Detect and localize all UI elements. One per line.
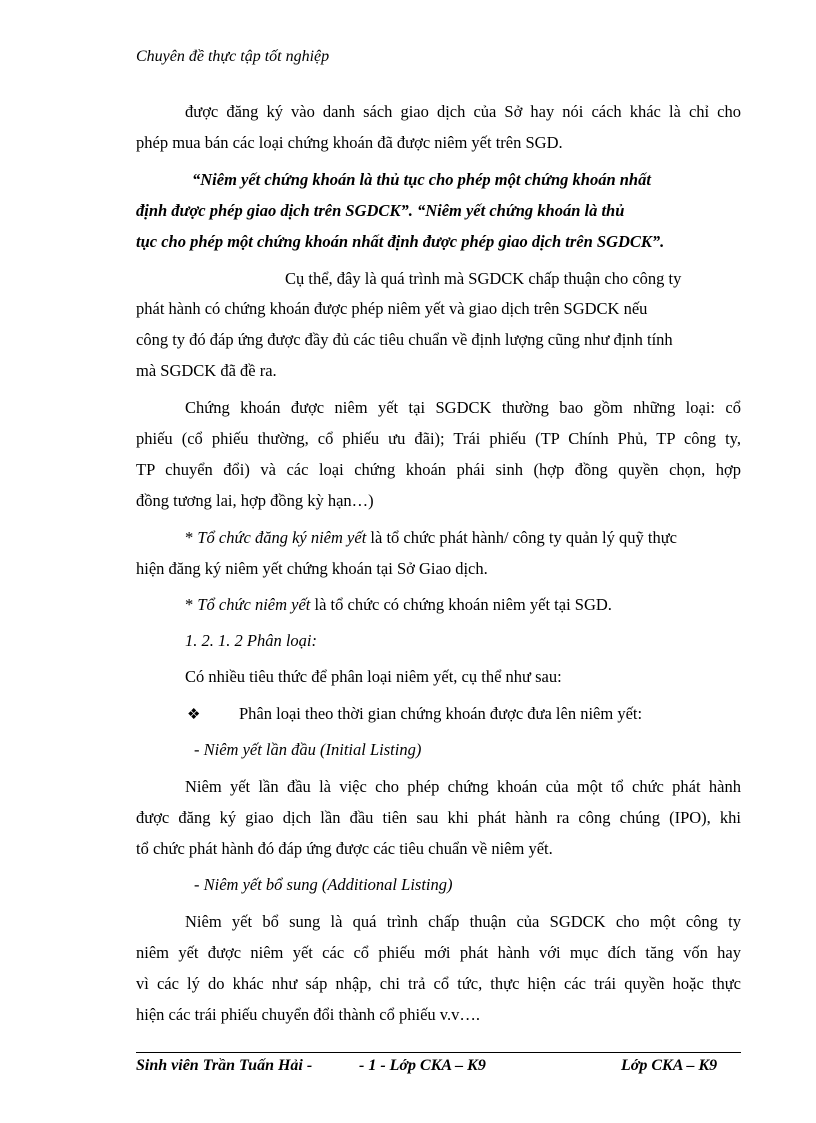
paragraph-line: Niêm yết bổ sung là quá trình chấp thuận của SGDCK cho một công ty bbox=[185, 912, 741, 931]
paragraph-line: hiện đăng ký niêm yết chứng khoán tại Sở Giao dịch. bbox=[136, 559, 488, 578]
footer-class: Lớp CKA – K9 bbox=[621, 1057, 718, 1074]
paragraph-line: mà SGDCK đã đề ra. bbox=[136, 361, 277, 380]
footer-divider bbox=[136, 1052, 741, 1053]
section-heading: 1. 2. 1. 2 Phân loại: bbox=[185, 631, 317, 650]
page-header: Chuyên đề thực tập tốt nghiệp bbox=[136, 48, 330, 65]
paragraph-line: vì các lý do khác như sáp nhập, chi trả cổ tức, thực hiện các trái quyền hoặc thực bbox=[136, 974, 741, 993]
paragraph-line: phát hành có chứng khoán được phép niêm yết và giao dịch trên SGDCK nếu bbox=[136, 299, 648, 318]
paragraph-line: Chứng khoán được niêm yết tại SGDCK thường bao gồm những loại: cổ bbox=[185, 398, 741, 417]
paragraph-line: được đăng ký giao dịch lần đầu tiên sau khi phát hành ra công chúng (IPO), khi bbox=[136, 808, 741, 827]
bullet-text: Phân loại theo thời gian chứng khoán được đưa lên niêm yết: bbox=[239, 704, 643, 723]
quote-line: “Niêm yết chứng khoán là thủ tục cho phép một chứng khoán nhất bbox=[192, 170, 651, 189]
definition-term: Tổ chức niêm yết bbox=[197, 595, 311, 614]
paragraph-line: TP chuyển đổi) và các loại chứng khoán phái sinh (hợp đồng quyền chọn, hợp bbox=[136, 460, 741, 479]
paragraph-line: phiếu (cổ phiếu thường, cổ phiếu ưu đãi); Trái phiếu (TP Chính Phủ, TP công ty, bbox=[136, 429, 741, 448]
paragraph-line: phép mua bán các loại chứng khoán đã được niêm yết trên SGD. bbox=[136, 133, 563, 152]
footer-page-number: - 1 - Lớp CKA – K9 bbox=[359, 1057, 486, 1074]
definition-line bbox=[185, 528, 677, 548]
definition-line bbox=[185, 595, 612, 615]
paragraph-line: Có nhiều tiêu thức để phân loại niêm yết, cụ thể như sau: bbox=[185, 667, 562, 686]
definition-term: Tổ chức đăng ký niêm yết bbox=[197, 528, 367, 547]
diamond-bullet-icon: ❖ bbox=[187, 707, 201, 723]
definition-star: * bbox=[185, 528, 198, 547]
subheading: - Niêm yết lần đầu (Initial Listing) bbox=[194, 740, 422, 759]
paragraph-line: đồng tương lai, hợp đồng kỳ hạn…) bbox=[136, 491, 374, 510]
paragraph-line: Cụ thể, đây là quá trình mà SGDCK chấp thuận cho công ty bbox=[285, 269, 682, 288]
quote-line: định được phép giao dịch trên SGDCK”. “Niêm yết chứng khoán là thủ bbox=[136, 201, 625, 220]
paragraph-line: Niêm yết lần đầu là việc cho phép chứng khoán của một tổ chức phát hành bbox=[185, 777, 741, 796]
footer-student: Sinh viên Trần Tuấn Hải - bbox=[136, 1057, 313, 1074]
definition-star: * bbox=[185, 595, 198, 614]
paragraph-line: được đăng ký vào danh sách giao dịch của Sở hay nói cách khác là chỉ cho bbox=[185, 102, 741, 121]
paragraph-line: công ty đó đáp ứng được đầy đủ các tiêu chuẩn về định lượng cũng như định tính bbox=[136, 330, 673, 349]
definition-text: là tổ chức có chứng khoán niêm yết tại SGD. bbox=[310, 595, 612, 614]
definition-text: là tổ chức phát hành/ công ty quản lý quỹ thực bbox=[366, 528, 677, 547]
paragraph-line: niêm yết được niêm yết các cổ phiếu mới phát hành với mục đích tăng vốn hay bbox=[136, 943, 741, 962]
subheading: - Niêm yết bổ sung (Additional Listing) bbox=[194, 875, 453, 894]
quote-line: tục cho phép một chứng khoán nhất định được phép giao dịch trên SGDCK”. bbox=[136, 232, 665, 251]
paragraph-line: tổ chức phát hành đó đáp ứng được các tiêu chuẩn về niêm yết. bbox=[136, 839, 553, 858]
paragraph-line: hiện các trái phiếu chuyển đổi thành cổ phiếu v.v…. bbox=[136, 1005, 480, 1024]
